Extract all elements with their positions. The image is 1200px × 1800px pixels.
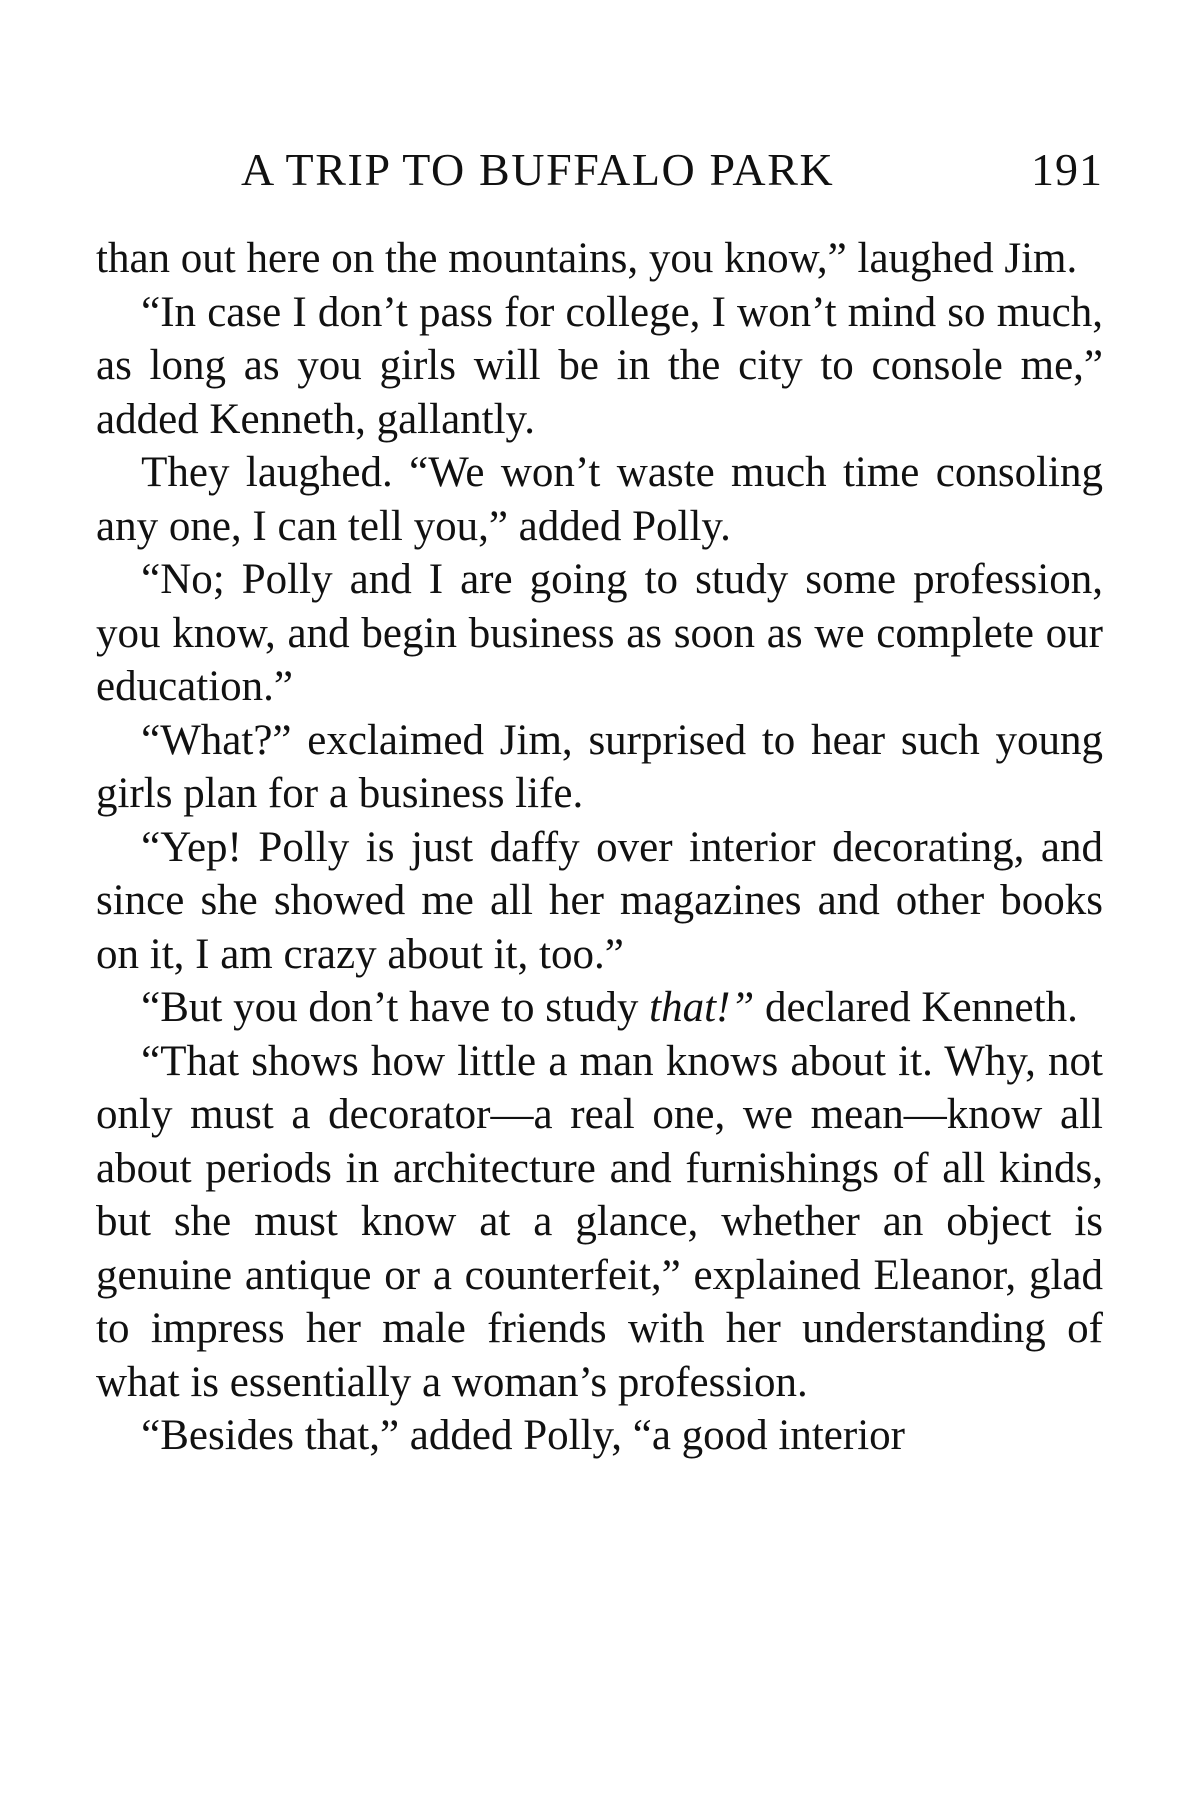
paragraph-they-laughed: They laughed. “We won’t waste much time consoling any one, I can tell you,” added Polly. [96, 449, 1103, 550]
italic-emphasis: that!” [649, 984, 755, 1031]
paragraph-decorator-knowledge: “That shows how little a man knows about it. Why, not only must a decorator—a real one, we mean—know all about periods in architecture and furnishings of all kinds, but she must know at a glance, whether an object is genuine antique or a counterfeit,” explained Eleanor, glad to impress her male friends with her understanding of what is essentially a woman’s profession. [96, 1037, 1103, 1406]
paragraph-kenneth-college: “In case I don’t pass for college, I won’t mind so much, as long as you girls will be in the city to console me,” added Kenneth, gallantly. [96, 288, 1103, 443]
paragraph-study-that [96, 981, 1103, 1035]
text-segment: declared Kenneth. [754, 984, 1078, 1031]
paragraph-interior-decorating: “Yep! Polly is just daffy over interior decorating, and since she showed me all her magazines and other books on it, I am crazy about it, too.” [96, 823, 1103, 978]
paragraph-what-exclaimed: “What?” exclaimed Jim, surprised to hear such young girls plan for a business life. [96, 716, 1103, 817]
body-text [96, 232, 1103, 1463]
paragraph-continuation: than out here on the mountains, you know,” laughed Jim. [96, 235, 1078, 282]
page-number: 191 [1031, 144, 1103, 195]
text-segment: “But you don’t have to study [141, 984, 650, 1031]
paragraph-study-profession: “No; Polly and I are going to study some profession, you know, and begin business as soon as we complete our education.” [96, 556, 1103, 710]
chapter-running-title: A TRIP TO BUFFALO PARK [241, 144, 835, 195]
running-header [96, 142, 1103, 204]
paragraph-besides-that: “Besides that,” added Polly, “a good interior [141, 1412, 905, 1459]
